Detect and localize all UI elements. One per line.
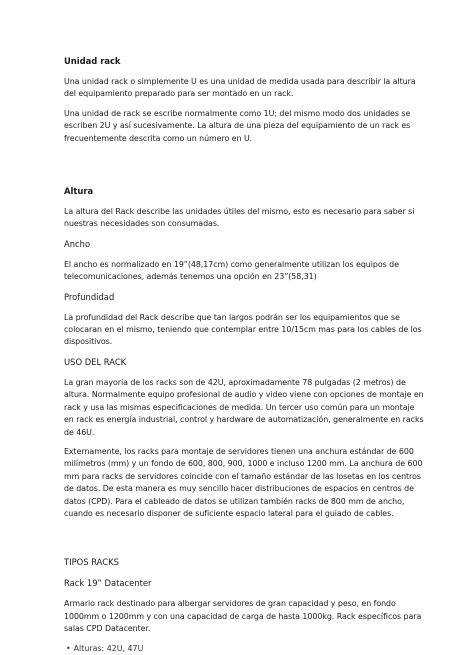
heading-rack-19-datacenter: Rack 19” Datacenter bbox=[64, 578, 152, 589]
heading-unidad-rack: Unidad rack bbox=[64, 56, 121, 66]
heading-ancho: Ancho bbox=[64, 238, 91, 249]
spacer bbox=[64, 527, 426, 556]
paragraph-ancho: El ancho es normalizado en 19”(48,17cm) como generalmente utilizan los equipos de telecomunicaciones, además tenemos una opción en 23”(58,31) bbox=[64, 259, 399, 282]
spacer bbox=[64, 152, 426, 185]
paragraph-altura: La altura del Rack describe las unidades útiles del mismo, esto es necesario para saber si nuestras necesidades son consumadas. bbox=[64, 207, 415, 229]
list-item: • Alturas: 42U, 47U bbox=[66, 643, 426, 655]
heading-altura: Altura bbox=[64, 186, 94, 197]
paragraph-profundidad: La profundidad del Rack describe que tan largos podrán ser los equipamientos que se colocaran en el mismo, teniendo que contemplar entre 10/15cm mas para los cables de los dispositivos. bbox=[64, 312, 422, 347]
heading-profundidad: Profundidad bbox=[64, 291, 115, 302]
heading-tipos-racks: TIPOS RACKS bbox=[64, 557, 119, 568]
paragraph-uso-2: Externamente, los racks para montaje de servidores tienen una anchura estándar de 600 milímetros (mm) y un fondo de 600, 800, 900, 1000 e incluso 1200 mm. La anchura de 600 mm para racks de servidores coincide con el tamaño estándar de las losetas en los centros de datos. De esta manera es muy sencillo hacer distribuciones de espacios en centros de datos (CPD). Para el cableado de datos se utilizan también racks de 800 mm de ancho, cuando es necesario disponer de suficiente espacio lateral para el guiado de cables. bbox=[64, 446, 423, 518]
paragraph-uso-1: La gran mayoría de los racks son de 42U, aproximadamente 78 pulgadas (2 metros) de altura. Normalmente equipo profesional de audio y video viene con opciones de montaje en rack y usa las mismas especificaciones de medida. Un tercer uso común para un montaje en rack es energía industrial, control y hardware de automatización, generalmente en racks de 46U. bbox=[64, 377, 424, 437]
paragraph-rack-19: Armario rack destinado para albergar servidores de gran capacidad y peso, en fondo 1000mm o 1200mm y con una capacidad de carga de hasta 1000kg. Rack específicos para salas CPD Datacenter. bbox=[64, 599, 422, 634]
heading-uso-del-rack: USO DEL RACK bbox=[64, 356, 127, 367]
paragraph-unidad-1: Una unidad rack o simplemente U es una unidad de medida usada para describir la altura del equipamiento preparado para ser montado en un rack. bbox=[64, 77, 416, 99]
rack-19-bullet-list bbox=[64, 643, 426, 655]
paragraph-unidad-2: Una unidad de rack se escribe normalmente como 1U; del mismo modo dos unidades se escriben 2U y así sucesivamente. La altura de una pieza del equipamiento de un rack es frecuentemente descrita como un número en U. bbox=[64, 108, 411, 143]
